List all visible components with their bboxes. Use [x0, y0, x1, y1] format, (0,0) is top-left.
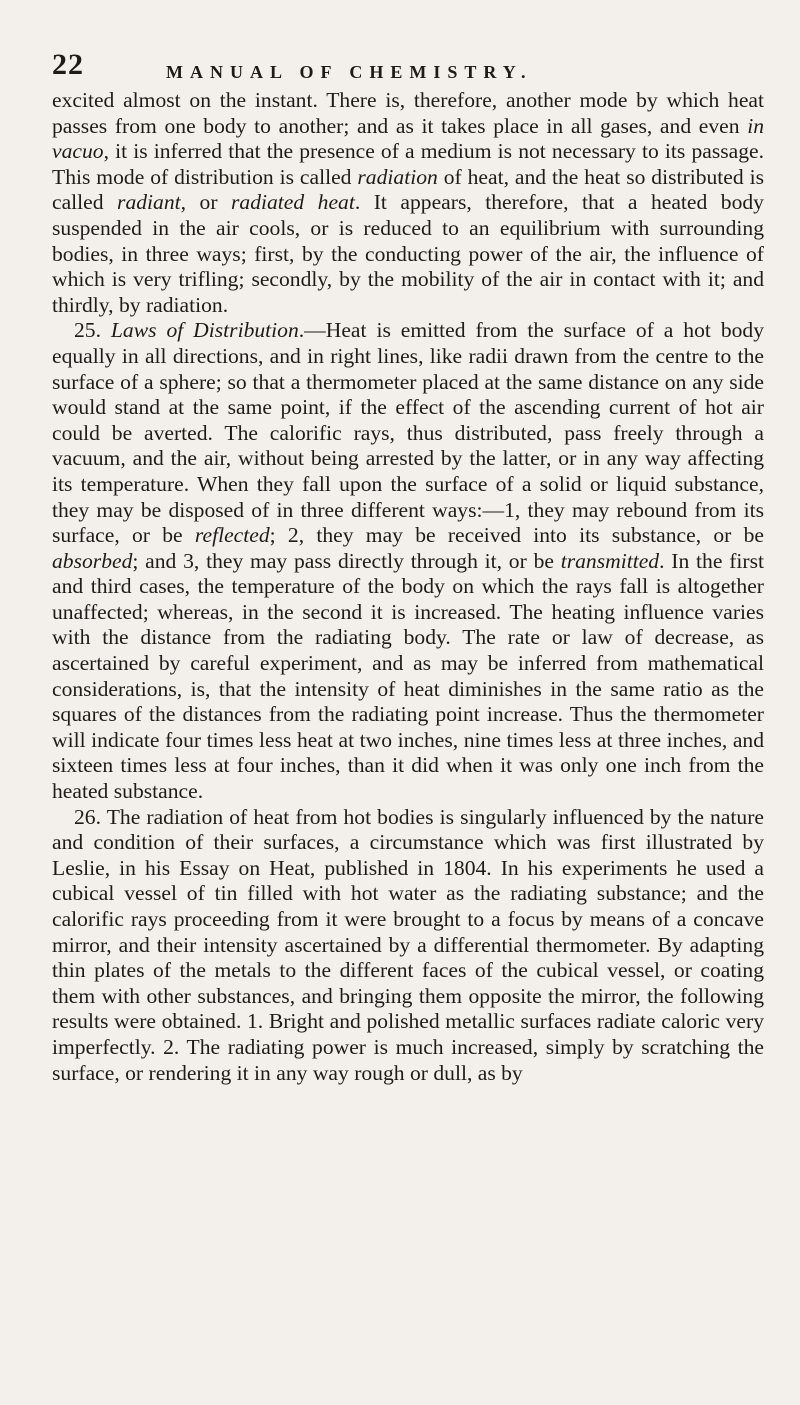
- text-run: , it is inferred that the presence of a medium is not necessary to its passage. This mode of distribution is called: [52, 139, 764, 189]
- italic-text: absorbed: [52, 548, 133, 573]
- italic-text: in vacuo: [52, 113, 764, 164]
- running-title: MANUAL OF CHEMISTRY.: [166, 62, 533, 82]
- text-run: . In the first and third cases, the temperature of the body on which the rays fall is altogether unaffected; whereas, in the second it is increased. The heating influence varies with the distance from the radiating body. The rate or law of decrease, as ascertained by careful experiment, and as may be inferred from mathematical considerations, is, that the intensity of heat diminishes in the same ratio as the squares of the distances from the radiating point increase. Thus the thermometer will indicate four times less heat at two inches, nine times less at three inches, and sixteen times less at four inches, than it did when it was only one inch from the heated substance.: [52, 548, 764, 804]
- italic-text: radiant: [117, 190, 181, 215]
- page-header: [52, 50, 770, 90]
- text-run: 25.: [74, 318, 111, 343]
- italic-text: reflected: [194, 523, 270, 548]
- text-run: 26. The radiation of heat from hot bodies is singularly influenced by the nature and condition of their surfaces, a circumstance which was first illustrated by Leslie, in his Essay on Heat, published in 1804. In his experiments he used a cubical vessel of tin filled with hot water as the radiating substance; and the calorific rays proceeding from it were brought to a focus by means of a concave mirror, and their intensity ascertained by a differential thermometer. By adapting thin plates of the metals to the different faces of the cubical vessel, or coating them with other substances, and bringing them opposite the mirror, the following results were obtained. 1. Bright and polished metallic surfaces radiate caloric very imperfectly. 2. The radiating power is much increased, simply by scratching the surface, or rendering it in any way rough or dull, as by: [52, 804, 764, 1085]
- text-run: ; 2, they may be received into its substance, or be: [269, 523, 764, 548]
- italic-text: radiated heat: [231, 190, 355, 215]
- italic-text: Laws of Distribution: [110, 318, 299, 343]
- text-run: ; and 3, they may pass directly through it, or be: [132, 548, 561, 573]
- page-number: 22: [52, 48, 84, 81]
- text-run: , or: [180, 190, 231, 215]
- paragraph: [52, 88, 764, 318]
- italic-text: transmitted: [560, 548, 660, 573]
- text-run: . It appears, therefore, that a heated body suspended in the air cools, or is reduced to an equilibrium with surrounding bodies, in three ways; first, by the conducting power of the air, the influence of which is very trifling; secondly, by the mobility of the air in contact with it; and thirdly, by radiation.: [52, 190, 764, 317]
- text-run: .—Heat is emitted from the surface of a hot body equally in all directions, and in right lines, like radii drawn from the centre to the surface of a sphere; so that a thermometer placed at the same distance on any side would stand at the same point, if the effect of the ascending current of hot air could be averted. The calorific rays, thus distributed, pass freely through a vacuum, and the air, without being arrested by the latter, or in any way affecting its temperature. When they fall upon the surface of a solid or liquid substance, they may be disposed of in three different ways:—1, they may rebound from its surface, or be: [52, 318, 765, 548]
- text-run: of heat, and the heat so distributed is called: [52, 164, 764, 215]
- body-text: [52, 88, 764, 1086]
- paragraph: [52, 805, 764, 1087]
- paragraph: [52, 318, 764, 804]
- text-run: excited almost on the instant. There is, therefore, another mode by which heat passes from one body to another; and as it takes place in all gases, and even: [52, 88, 764, 138]
- italic-text: radiation: [357, 164, 438, 189]
